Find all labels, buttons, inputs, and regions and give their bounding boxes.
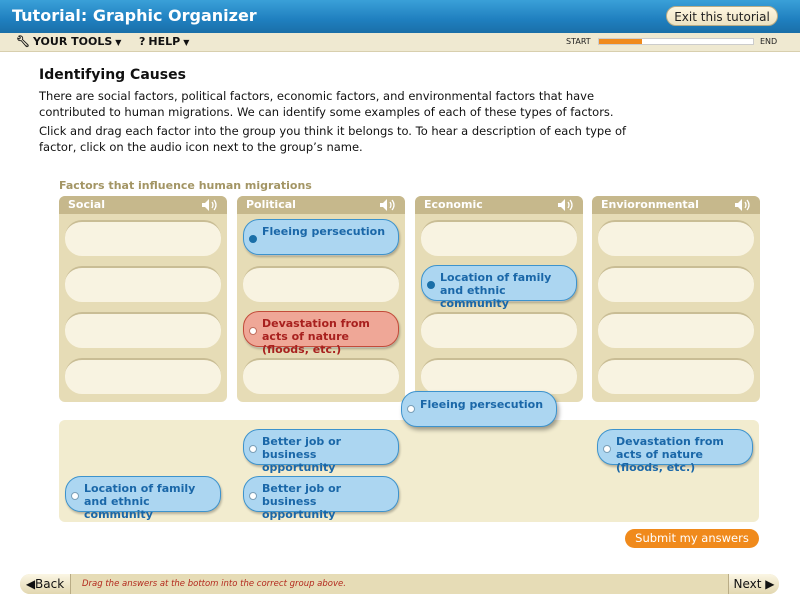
progress-bar-fill	[599, 39, 642, 44]
progress-start-label: START	[566, 37, 591, 46]
question-icon: ?	[139, 35, 146, 48]
factor-chip[interactable]	[597, 429, 753, 474]
audio-icon[interactable]	[201, 198, 219, 212]
dragging-factor-chip[interactable]	[401, 391, 557, 427]
placed-factor-chip-incorrect[interactable]	[243, 311, 399, 356]
drop-slot[interactable]	[65, 266, 221, 302]
progress-bar	[598, 38, 754, 45]
chip-label: Fleeing persecution	[420, 398, 544, 411]
factor-chip[interactable]	[243, 476, 399, 521]
footer-nav	[20, 574, 779, 594]
drop-slot[interactable]	[65, 220, 221, 256]
chip-label: Location of family and ethnic community	[440, 271, 552, 310]
toolbar	[0, 33, 800, 52]
next-label: Next	[733, 577, 762, 591]
caret-right-icon: ▶	[761, 577, 775, 591]
drop-slot[interactable]	[598, 220, 754, 256]
next-button[interactable]	[728, 574, 779, 594]
back-label: Back	[35, 577, 65, 591]
caret-down-icon: ▼	[115, 38, 122, 47]
group-header	[59, 196, 227, 214]
chip-label: Better job or business opportunity	[262, 435, 342, 474]
chip-handle-icon	[407, 405, 415, 413]
group-title: Envioronmental	[601, 198, 699, 211]
drop-slot[interactable]	[598, 312, 754, 348]
chip-label: Devastation from acts of nature (floods, etc.)	[262, 317, 370, 356]
your-tools-label: YOUR TOOLS	[32, 35, 113, 48]
group-header	[237, 196, 405, 214]
chip-label: Devastation from acts of nature (floods, etc.)	[616, 435, 724, 474]
your-tools-menu[interactable]	[16, 35, 121, 48]
chip-handle-icon	[427, 281, 435, 289]
board-label: Factors that influence human migrations	[59, 179, 312, 192]
drop-slot[interactable]	[598, 358, 754, 394]
chip-handle-icon	[603, 445, 611, 453]
group-title: Economic	[424, 198, 483, 211]
submit-answers-button[interactable]: Submit my answers	[625, 529, 759, 548]
factor-chip[interactable]	[65, 476, 221, 521]
group-environmental	[592, 196, 760, 402]
help-label: HELP	[148, 35, 181, 48]
drop-slot[interactable]	[65, 312, 221, 348]
drop-slot[interactable]	[243, 358, 399, 394]
chip-handle-icon	[249, 492, 257, 500]
placed-factor-chip[interactable]	[243, 219, 399, 255]
group-header	[592, 196, 760, 214]
chip-label: Better job or business opportunity	[262, 482, 342, 521]
placed-factor-chip[interactable]	[421, 265, 577, 310]
drop-slot[interactable]	[421, 358, 577, 394]
drop-slot[interactable]	[243, 266, 399, 302]
exit-tutorial-button[interactable]: Exit this tutorial	[666, 6, 778, 26]
group-header	[415, 196, 583, 214]
audio-icon[interactable]	[379, 198, 397, 212]
wrench-icon: 🔧︎	[16, 35, 30, 48]
page-title: Identifying Causes	[39, 67, 186, 83]
caret-down-icon: ▼	[183, 38, 190, 47]
chip-label: Fleeing persecution	[262, 225, 386, 238]
group-social	[59, 196, 227, 402]
chip-handle-icon	[71, 492, 79, 500]
group-title: Social	[68, 198, 105, 211]
caret-left-icon: ◀	[25, 577, 36, 591]
instructions-paragraph: Click and drag each factor into the group you think it belongs to. To hear a description of each type of factor, click on the audio icon next to the group’s name.	[39, 124, 627, 154]
footer-hint: Drag the answers at the bottom into the correct group above.	[82, 579, 346, 589]
drop-slot[interactable]	[421, 312, 577, 348]
chip-handle-icon	[249, 327, 257, 335]
back-button[interactable]	[20, 574, 71, 594]
factor-chip[interactable]	[243, 429, 399, 474]
window-title: Tutorial: Graphic Organizer	[12, 6, 257, 25]
chip-handle-icon	[249, 235, 257, 243]
title-bar	[0, 0, 800, 33]
group-title: Political	[246, 198, 296, 211]
intro-paragraph: There are social factors, political factors, economic factors, and environmental factors that have contributed to human migrations. We can identify some examples of each of these types of factors.	[39, 89, 614, 119]
drop-slot[interactable]	[421, 220, 577, 256]
help-menu[interactable]	[139, 35, 189, 48]
audio-icon[interactable]	[557, 198, 575, 212]
chip-label: Location of family and ethnic community	[84, 482, 196, 521]
chip-handle-icon	[249, 445, 257, 453]
drop-slot[interactable]	[598, 266, 754, 302]
progress-end-label: END	[760, 37, 778, 46]
drop-slot[interactable]	[65, 358, 221, 394]
audio-icon[interactable]	[734, 198, 752, 212]
